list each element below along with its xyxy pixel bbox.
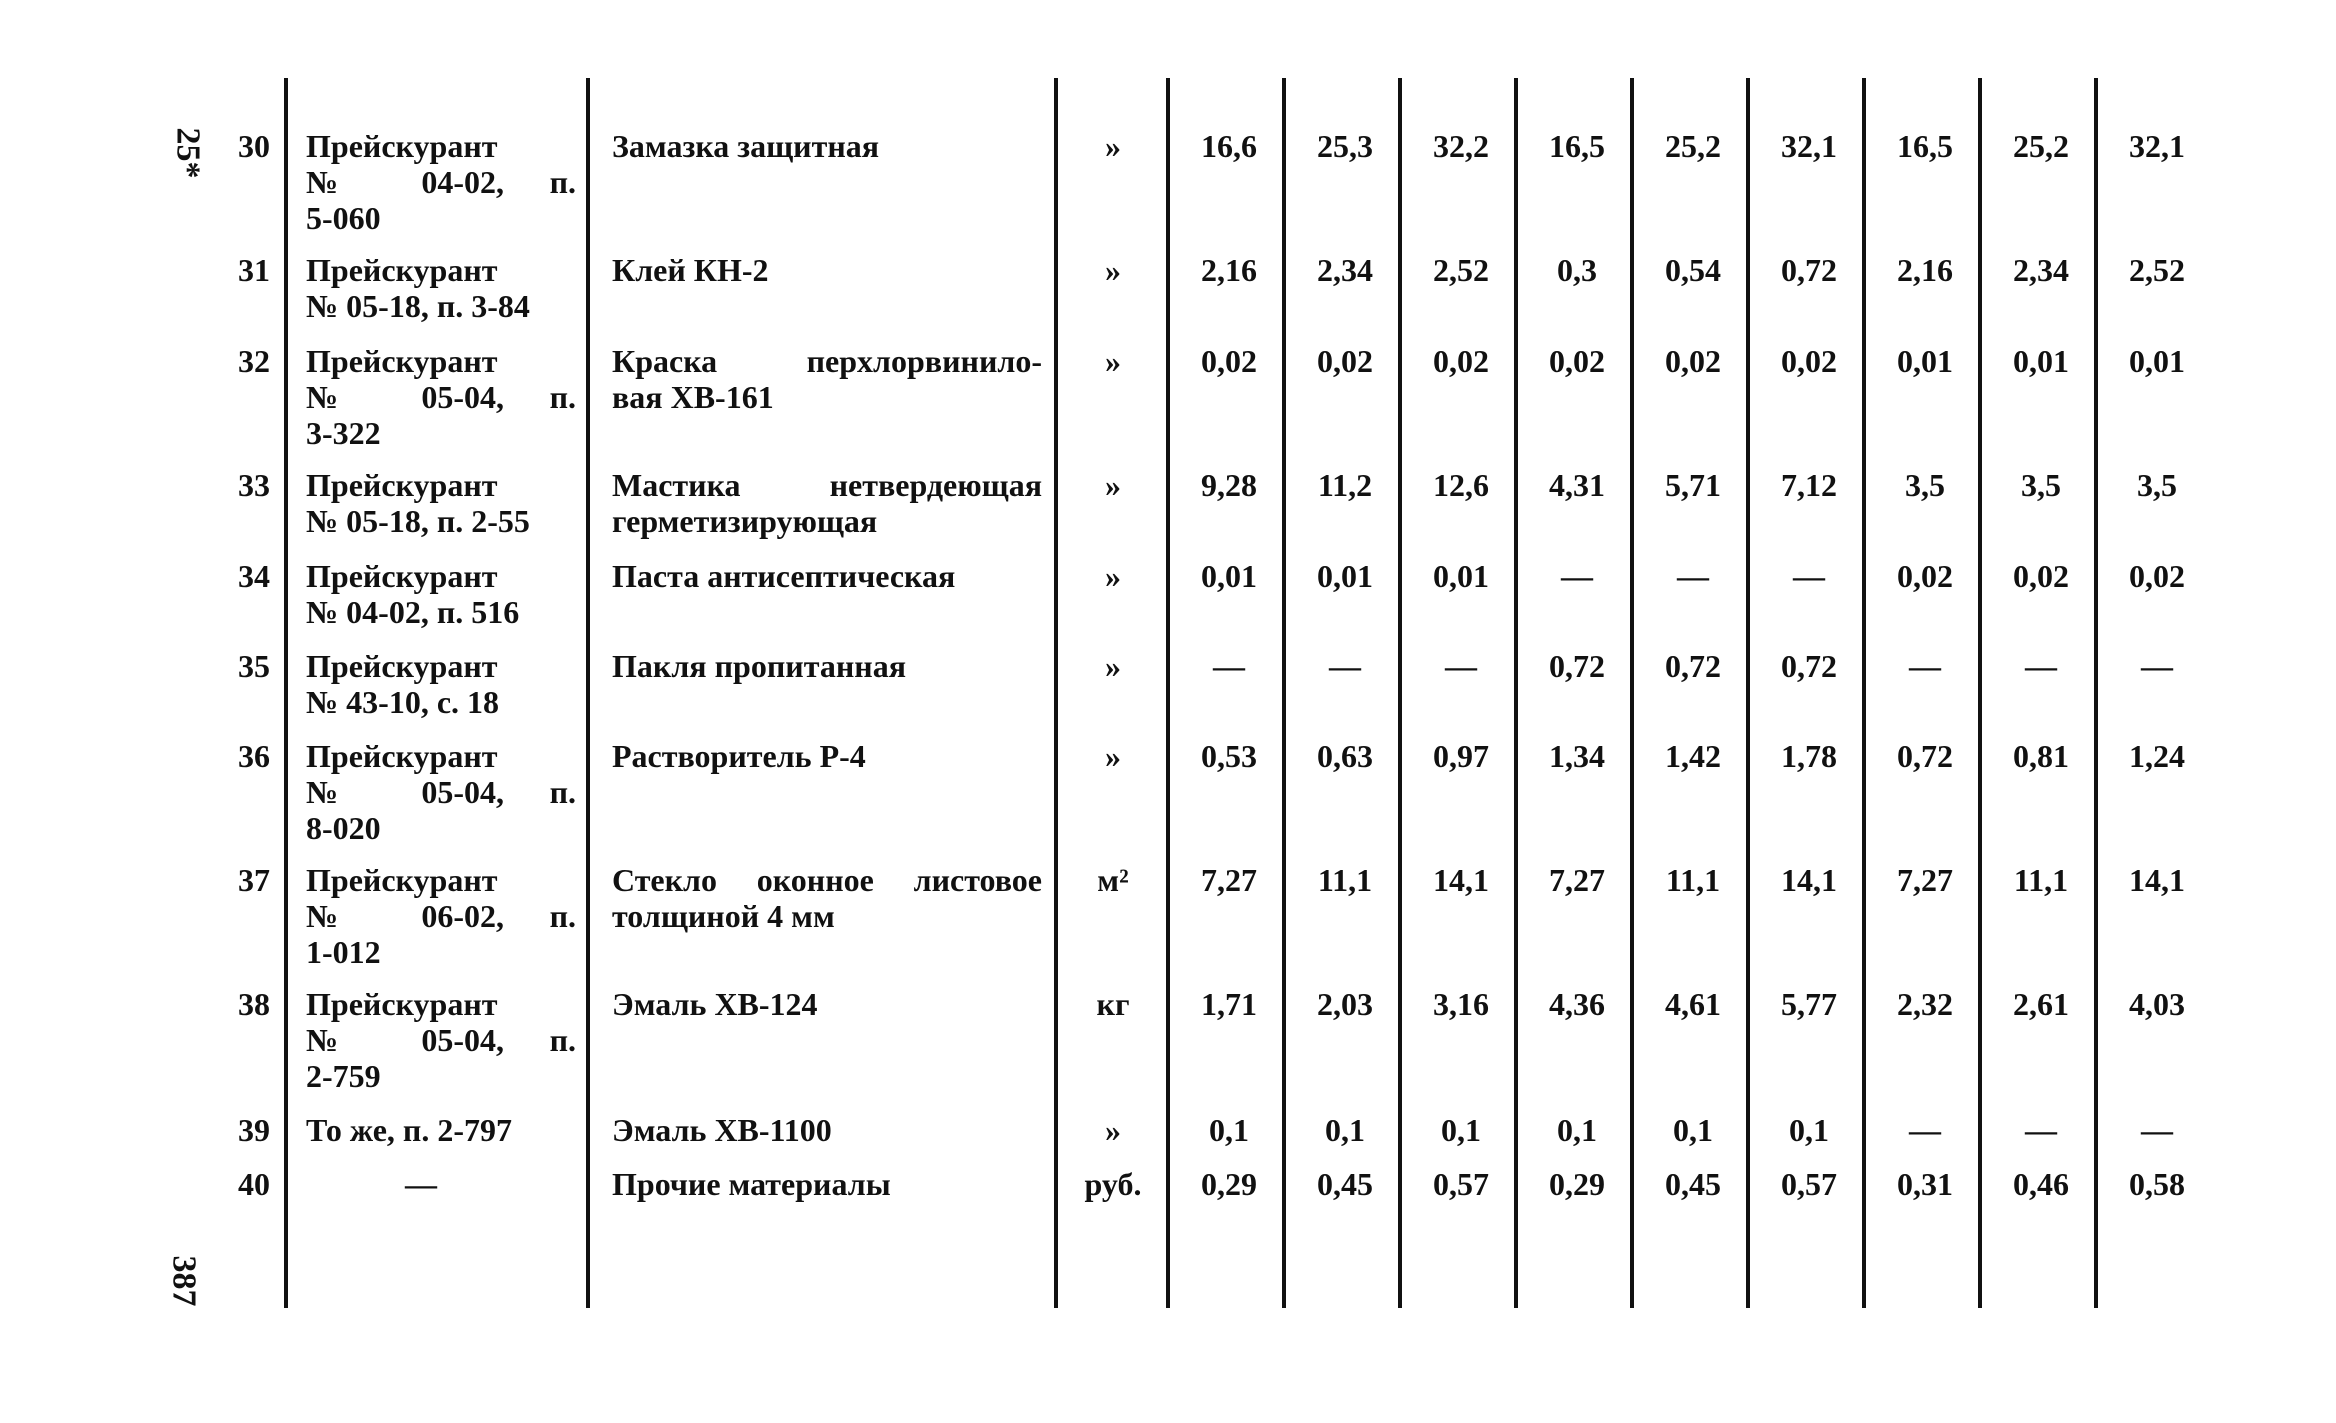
source-reference xyxy=(306,343,576,451)
value-cell: 0,02 xyxy=(1549,343,1605,379)
value-cell: 0,1 xyxy=(1789,1112,1829,1148)
value-cell: 2,34 xyxy=(2013,252,2069,288)
material-name-line-2: вая ХВ-161 xyxy=(612,379,774,415)
material-name-line-1: Пакля пропитанная xyxy=(612,648,906,684)
value-cell: 0,02 xyxy=(1433,343,1489,379)
source-line-2: № 05-18, п. 2-55 xyxy=(306,503,530,539)
value-cell: 14,1 xyxy=(1433,862,1489,898)
source-line-2: № 05-04, п. xyxy=(306,774,576,810)
value-cell: 25,3 xyxy=(1317,128,1373,164)
material-name-line-1: Эмаль ХВ-1100 xyxy=(612,1112,832,1148)
value-cell: 0,57 xyxy=(1781,1166,1837,1202)
row-number: 32 xyxy=(238,343,270,379)
value-cell: — xyxy=(1909,648,1941,684)
value-cell: 0,3 xyxy=(1557,252,1597,288)
material-name-line-1: Клей КН-2 xyxy=(612,252,769,288)
value-cell: 2,52 xyxy=(2129,252,2185,288)
material-name-line-1: Замазка защитная xyxy=(612,128,880,164)
value-cell: 0,02 xyxy=(1201,343,1257,379)
value-cell: 0,02 xyxy=(2129,558,2185,594)
material-name-line-1: Прочие материалы xyxy=(612,1166,891,1202)
value-cell: 0,53 xyxy=(1201,738,1257,774)
unit-cell: кг xyxy=(1096,986,1130,1022)
value-cell: 0,01 xyxy=(2013,343,2069,379)
unit-cell: » xyxy=(1105,558,1121,594)
row-number: 37 xyxy=(238,862,270,898)
value-cell: 16,5 xyxy=(1897,128,1953,164)
value-cell: 32,1 xyxy=(2129,128,2185,164)
value-cell: 0,81 xyxy=(2013,738,2069,774)
value-cell: — xyxy=(1445,648,1477,684)
row-number: 33 xyxy=(238,467,270,503)
value-cell: 16,6 xyxy=(1201,128,1257,164)
source-line-1: Прейскурант xyxy=(306,558,498,594)
source-line-2: № 04-02, п. 516 xyxy=(306,594,520,630)
source-line-1: Прейскурант xyxy=(306,252,498,288)
value-cell: 3,5 xyxy=(2021,467,2061,503)
value-cell: 5,71 xyxy=(1665,467,1721,503)
value-cell: — xyxy=(1329,648,1361,684)
value-cell: 0,72 xyxy=(1781,252,1837,288)
value-cell: 11,1 xyxy=(2013,862,2069,898)
value-cell: 0,45 xyxy=(1317,1166,1373,1202)
value-cell: 2,52 xyxy=(1433,252,1489,288)
unit-cell: » xyxy=(1105,343,1121,379)
value-cell: 0,1 xyxy=(1673,1112,1713,1148)
row-number: 40 xyxy=(238,1166,270,1202)
unit-cell: » xyxy=(1105,648,1121,684)
material-name xyxy=(612,648,1042,684)
source-line-1: То же, п. 2-797 xyxy=(306,1112,512,1148)
value-cell: 0,58 xyxy=(2129,1166,2185,1202)
value-cell: 0,72 xyxy=(1781,648,1837,684)
value-cell: 16,5 xyxy=(1549,128,1605,164)
material-name xyxy=(612,738,1042,774)
source-reference xyxy=(306,467,576,539)
value-cell: 3,5 xyxy=(2137,467,2177,503)
value-cell: 0,31 xyxy=(1897,1166,1953,1202)
source-reference xyxy=(306,128,576,236)
value-cell: 9,28 xyxy=(1201,467,1257,503)
column-rule xyxy=(284,78,288,1308)
material-name-line-1: Мастика нетвердеющая xyxy=(612,467,1042,503)
value-cell: 2,03 xyxy=(1317,986,1373,1022)
unit-cell: » xyxy=(1105,738,1121,774)
source-line-2: № 43-10, с. 18 xyxy=(306,684,500,720)
column-rule xyxy=(1054,78,1058,1308)
value-cell: 25,2 xyxy=(2013,128,2069,164)
row-number: 31 xyxy=(238,252,270,288)
source-line-1: Прейскурант xyxy=(306,128,498,164)
source-line-3: 2-759 xyxy=(306,1058,381,1094)
material-name-line-1: Стекло оконное листовое xyxy=(612,862,1042,898)
value-cell: 1,78 xyxy=(1781,738,1837,774)
value-cell: 0,01 xyxy=(1201,558,1257,594)
value-cell: 11,1 xyxy=(1317,862,1373,898)
value-cell: 0,57 xyxy=(1433,1166,1489,1202)
source-reference xyxy=(306,1112,576,1148)
value-cell: 0,02 xyxy=(1665,343,1721,379)
value-cell: 32,1 xyxy=(1781,128,1837,164)
value-cell: 0,46 xyxy=(2013,1166,2069,1202)
value-cell: 0,02 xyxy=(2013,558,2069,594)
value-cell: — xyxy=(2025,1112,2057,1148)
value-cell: 11,2 xyxy=(1317,467,1373,503)
value-cell: 2,16 xyxy=(1201,252,1257,288)
source-line-1: Прейскурант xyxy=(306,467,498,503)
value-cell: 12,6 xyxy=(1433,467,1489,503)
unit-cell: » xyxy=(1105,128,1121,164)
value-cell: 14,1 xyxy=(1781,862,1837,898)
row-number: 30 xyxy=(238,128,270,164)
value-cell: 2,61 xyxy=(2013,986,2069,1022)
page-number: 387 xyxy=(165,1255,203,1307)
value-cell: — xyxy=(1213,648,1245,684)
source-line-1: Прейскурант xyxy=(306,738,498,774)
material-name xyxy=(612,467,1042,539)
value-cell: 0,1 xyxy=(1325,1112,1365,1148)
row-number: 39 xyxy=(238,1112,270,1148)
value-cell: 2,16 xyxy=(1897,252,1953,288)
value-cell: 0,54 xyxy=(1665,252,1721,288)
value-cell: 4,03 xyxy=(2129,986,2185,1022)
source-reference xyxy=(306,986,576,1094)
material-name-line-1: Растворитель Р-4 xyxy=(612,738,866,774)
material-name xyxy=(612,558,1042,594)
value-cell: — xyxy=(2141,648,2173,684)
material-name-line-1: Паста антисептическая xyxy=(612,558,956,594)
value-cell: 4,36 xyxy=(1549,986,1605,1022)
material-name-line-2: герметизирующая xyxy=(612,503,878,539)
value-cell: 0,1 xyxy=(1441,1112,1481,1148)
material-name xyxy=(612,862,1042,934)
value-cell: 3,16 xyxy=(1433,986,1489,1022)
value-cell: 0,45 xyxy=(1665,1166,1721,1202)
value-cell: 0,72 xyxy=(1549,648,1605,684)
value-cell: 0,97 xyxy=(1433,738,1489,774)
value-cell: 7,27 xyxy=(1549,862,1605,898)
value-cell: 2,32 xyxy=(1897,986,1953,1022)
value-cell: 14,1 xyxy=(2129,862,2185,898)
row-number: 36 xyxy=(238,738,270,774)
material-name xyxy=(612,128,1042,164)
value-cell: — xyxy=(2025,648,2057,684)
source-line-3: 8-020 xyxy=(306,810,381,846)
value-cell: 32,2 xyxy=(1433,128,1489,164)
source-line-1: Прейскурант xyxy=(306,648,498,684)
value-cell: 0,29 xyxy=(1201,1166,1257,1202)
material-name-line-1: Краска перхлорвинило- xyxy=(612,343,1042,379)
value-cell: 2,34 xyxy=(1317,252,1373,288)
unit-cell: руб. xyxy=(1084,1166,1142,1202)
sheet-mark: 25* xyxy=(169,127,207,179)
material-name xyxy=(612,1112,1042,1148)
source-reference xyxy=(306,252,576,324)
value-cell: 0,02 xyxy=(1781,343,1837,379)
row-number: 34 xyxy=(238,558,270,594)
source-line-1: Прейскурант xyxy=(306,343,498,379)
material-name xyxy=(612,1166,1042,1202)
value-cell: 0,02 xyxy=(1317,343,1373,379)
value-cell: — xyxy=(1677,558,1709,594)
unit-cell: » xyxy=(1105,252,1121,288)
value-cell: 1,34 xyxy=(1549,738,1605,774)
source-reference xyxy=(306,1166,536,1202)
value-cell: 0,72 xyxy=(1665,648,1721,684)
value-cell: 0,29 xyxy=(1549,1166,1605,1202)
source-line-2: № 04-02, п. xyxy=(306,164,576,200)
source-line-3: 5-060 xyxy=(306,200,381,236)
material-name xyxy=(612,986,1042,1022)
unit-cell: » xyxy=(1105,467,1121,503)
unit-cell: м² xyxy=(1097,862,1129,898)
source-reference xyxy=(306,558,576,630)
value-cell: 7,27 xyxy=(1201,862,1257,898)
value-cell: 0,63 xyxy=(1317,738,1373,774)
source-line-2: № 05-04, п. xyxy=(306,1022,576,1058)
value-cell: — xyxy=(1793,558,1825,594)
value-cell: — xyxy=(1909,1112,1941,1148)
row-number: 35 xyxy=(238,648,270,684)
source-line-3: 3-322 xyxy=(306,415,381,451)
value-cell: 1,24 xyxy=(2129,738,2185,774)
source-line-1: Прейскурант xyxy=(306,862,498,898)
material-name xyxy=(612,343,1042,415)
source-reference xyxy=(306,648,576,720)
value-cell: 0,02 xyxy=(1897,558,1953,594)
value-cell: 1,71 xyxy=(1201,986,1257,1022)
value-cell: 4,61 xyxy=(1665,986,1721,1022)
value-cell: 0,1 xyxy=(1557,1112,1597,1148)
source-reference xyxy=(306,738,576,846)
source-line-1: Прейскурант xyxy=(306,986,498,1022)
row-number: 38 xyxy=(238,986,270,1022)
value-cell: 0,01 xyxy=(1433,558,1489,594)
value-cell: 11,1 xyxy=(1665,862,1721,898)
value-cell: 7,27 xyxy=(1897,862,1953,898)
column-rule xyxy=(1166,78,1170,1308)
source-line-3: 1-012 xyxy=(306,934,381,970)
value-cell: 0,01 xyxy=(2129,343,2185,379)
value-cell: 5,77 xyxy=(1781,986,1837,1022)
value-cell: 25,2 xyxy=(1665,128,1721,164)
source-line-2: № 05-18, п. 3-84 xyxy=(306,288,530,324)
value-cell: 4,31 xyxy=(1549,467,1605,503)
source-line-1: — xyxy=(405,1166,437,1202)
source-reference xyxy=(306,862,576,970)
value-cell: — xyxy=(2141,1112,2173,1148)
unit-cell: » xyxy=(1105,1112,1121,1148)
column-rule xyxy=(586,78,590,1308)
value-cell: 7,12 xyxy=(1781,467,1837,503)
material-name xyxy=(612,252,1042,288)
value-cell: 0,01 xyxy=(1897,343,1953,379)
source-line-2: № 05-04, п. xyxy=(306,379,576,415)
source-line-2: № 06-02, п. xyxy=(306,898,576,934)
value-cell: 1,42 xyxy=(1665,738,1721,774)
material-name-line-1: Эмаль ХВ-124 xyxy=(612,986,818,1022)
material-name-line-2: толщиной 4 мм xyxy=(612,898,835,934)
value-cell: 0,72 xyxy=(1897,738,1953,774)
value-cell: 3,5 xyxy=(1905,467,1945,503)
value-cell: 0,1 xyxy=(1209,1112,1249,1148)
value-cell: — xyxy=(1561,558,1593,594)
value-cell: 0,01 xyxy=(1317,558,1373,594)
